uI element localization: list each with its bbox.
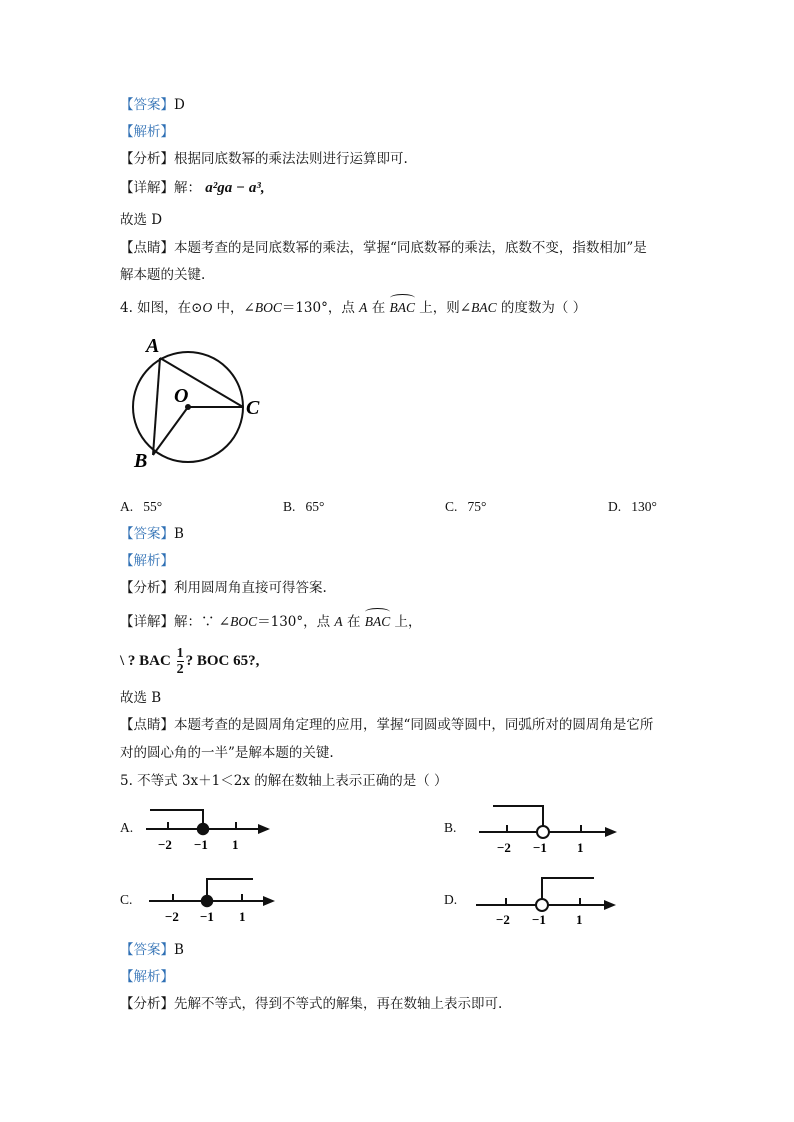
q4-stem [120,294,586,318]
tick-label: 1 [577,840,584,855]
dianjing-text: 对的圆心角的一半”是解本题的关键. [120,745,334,761]
stem-var: O [202,300,213,315]
circle-figure [120,330,290,480]
radius-ob [153,407,188,455]
option-value: 130° [631,499,657,514]
tick-label: −1 [533,840,547,855]
q4-fenxi-line [120,578,327,598]
label-a: A [146,335,160,357]
tick-label: −1 [532,912,546,927]
answer-tag: 【答案】 [120,942,174,958]
q3-answer-line [120,95,185,115]
q4-analysis-line [120,551,174,571]
fraction-half [177,646,184,677]
dianjing-tag: 【点睛】 [120,240,174,256]
option-value: 75° [467,499,487,514]
dianjing-text: 本题考查的是同底数幂的乘法，掌握“同底数幂的乘法，底数不变，指数相加”是 [174,240,647,256]
q4-option-c[interactable] [445,499,486,515]
detail-text: 上， [390,614,422,630]
q5-fenxi-line [120,994,502,1014]
fraction-numerator: 1 [176,646,184,661]
detail-prefix: 解： [174,180,201,196]
answer-value: D [174,97,185,113]
formula-part: \ ? BAC [120,652,171,669]
q4-detail-line [120,608,422,632]
tick-label: −2 [496,912,510,927]
dianjing-tag: 【点睛】 [120,717,174,733]
option-letter: A. [120,499,134,514]
stem-text: 中，∠ [212,300,255,316]
q5-option-c-letter[interactable]: C. [120,892,133,907]
arc-label: BAC [365,608,391,632]
fenxi-text: 先解不等式，得到不等式的解集，再在数轴上表示即可. [174,996,503,1012]
q3-choose-line [120,210,162,230]
dianjing-text: 本题考查的是圆周角定理的应用，掌握“同圆或等圆中，同弧所对的圆周角是它所 [174,717,654,733]
label-b: B [134,450,148,472]
option-value: 65° [305,499,325,514]
analysis-tag: 【解析】 [120,124,174,140]
detail-var: A [334,614,343,629]
q4-option-a[interactable] [120,499,162,515]
formula-part: ? BOC 65?, [185,652,260,669]
fenxi-tag: 【分析】 [120,996,174,1012]
stem-text: 的度数为（ ） [496,300,587,316]
q5-option-a-letter[interactable]: A. [120,820,134,835]
q5-analysis-line [120,967,174,987]
detail-text: 解：∵ ∠ [174,614,231,630]
detail-text: 在 [342,614,365,630]
tick-label: 1 [232,837,239,852]
detail-tag: 【详解】 [120,180,174,196]
q5-option-d-letter[interactable]: D. [444,892,458,907]
tick-label: −2 [158,837,172,852]
fraction-denominator: 2 [176,662,184,677]
q5-option-b-letter[interactable]: B. [444,820,457,835]
fenxi-tag: 【分析】 [120,151,174,167]
label-o: O [174,385,189,407]
detail-var: BOC [230,614,258,629]
stem-var: A [359,300,368,315]
q3-dianjing-line-1 [120,238,647,258]
tick-label: −1 [194,837,208,852]
answer-tag: 【答案】 [120,526,174,542]
stem-var: BOC [254,300,282,315]
chord-ab [153,358,160,455]
answer-tag: 【答案】 [120,97,174,113]
answer-value: B [174,526,184,542]
q4-option-d[interactable] [608,499,657,515]
q5-option-c-numberline[interactable] [145,872,285,927]
arc-label: BAC [390,294,416,318]
q3-fenxi-line [120,149,408,169]
q5-option-a-numberline[interactable] [140,800,280,855]
detail-math: a²ga − a³, [205,180,265,196]
option-letter: C. [445,499,458,514]
detail-tag: 【详解】 [120,614,174,630]
fenxi-tag: 【分析】 [120,580,174,596]
label-c: C [246,397,260,419]
fenxi-text: 利用圆周角直接可得答案. [174,580,327,596]
q3-detail-line [120,178,265,198]
option-letter: D. [608,499,622,514]
stem-text: 上，则∠ [415,300,472,316]
q4-dianjing-line-1 [120,715,653,735]
q3-dianjing-line-2 [120,265,205,285]
chord-ac [160,358,243,407]
q4-option-b[interactable] [283,499,324,515]
answer-value: B [174,942,184,958]
choose-text: 故选 B [120,690,162,706]
tick-label: 1 [239,909,246,924]
tick-label: −2 [497,840,511,855]
choose-text: 故选 D [120,212,163,228]
stem-text: ＝130°，点 [281,300,360,316]
q5-answer-line [120,940,184,960]
tick-label: −2 [165,909,179,924]
tick-label: 1 [576,912,583,927]
analysis-tag: 【解析】 [120,969,174,985]
stem-var: BAC [471,300,497,315]
option-letter: B. [283,499,296,514]
analysis-tag: 【解析】 [120,553,174,569]
tick-label: −1 [200,909,214,924]
q3-analysis-line [120,122,174,142]
q4-choose-line [120,688,161,708]
detail-text: ＝130°，点 [257,614,335,630]
q5-stem: 5. 不等式 3x＋1＜2x 的解在数轴上表示正确的是（ ） [120,773,448,789]
q5-option-d-numberline[interactable] [472,872,624,927]
option-value: 55° [143,499,163,514]
q4-answer-line [120,524,184,544]
stem-text: 4. 如图，在⊙ [120,300,203,316]
dianjing-text: 解本题的关键. [120,267,206,283]
q5-option-b-numberline[interactable] [475,800,625,855]
stem-text: 在 [367,300,390,316]
fenxi-text: 根据同底数幂的乘法法则进行运算即可. [174,151,408,167]
q4-dianjing-line-2 [120,743,334,763]
q4-garbled-formula [120,646,259,677]
